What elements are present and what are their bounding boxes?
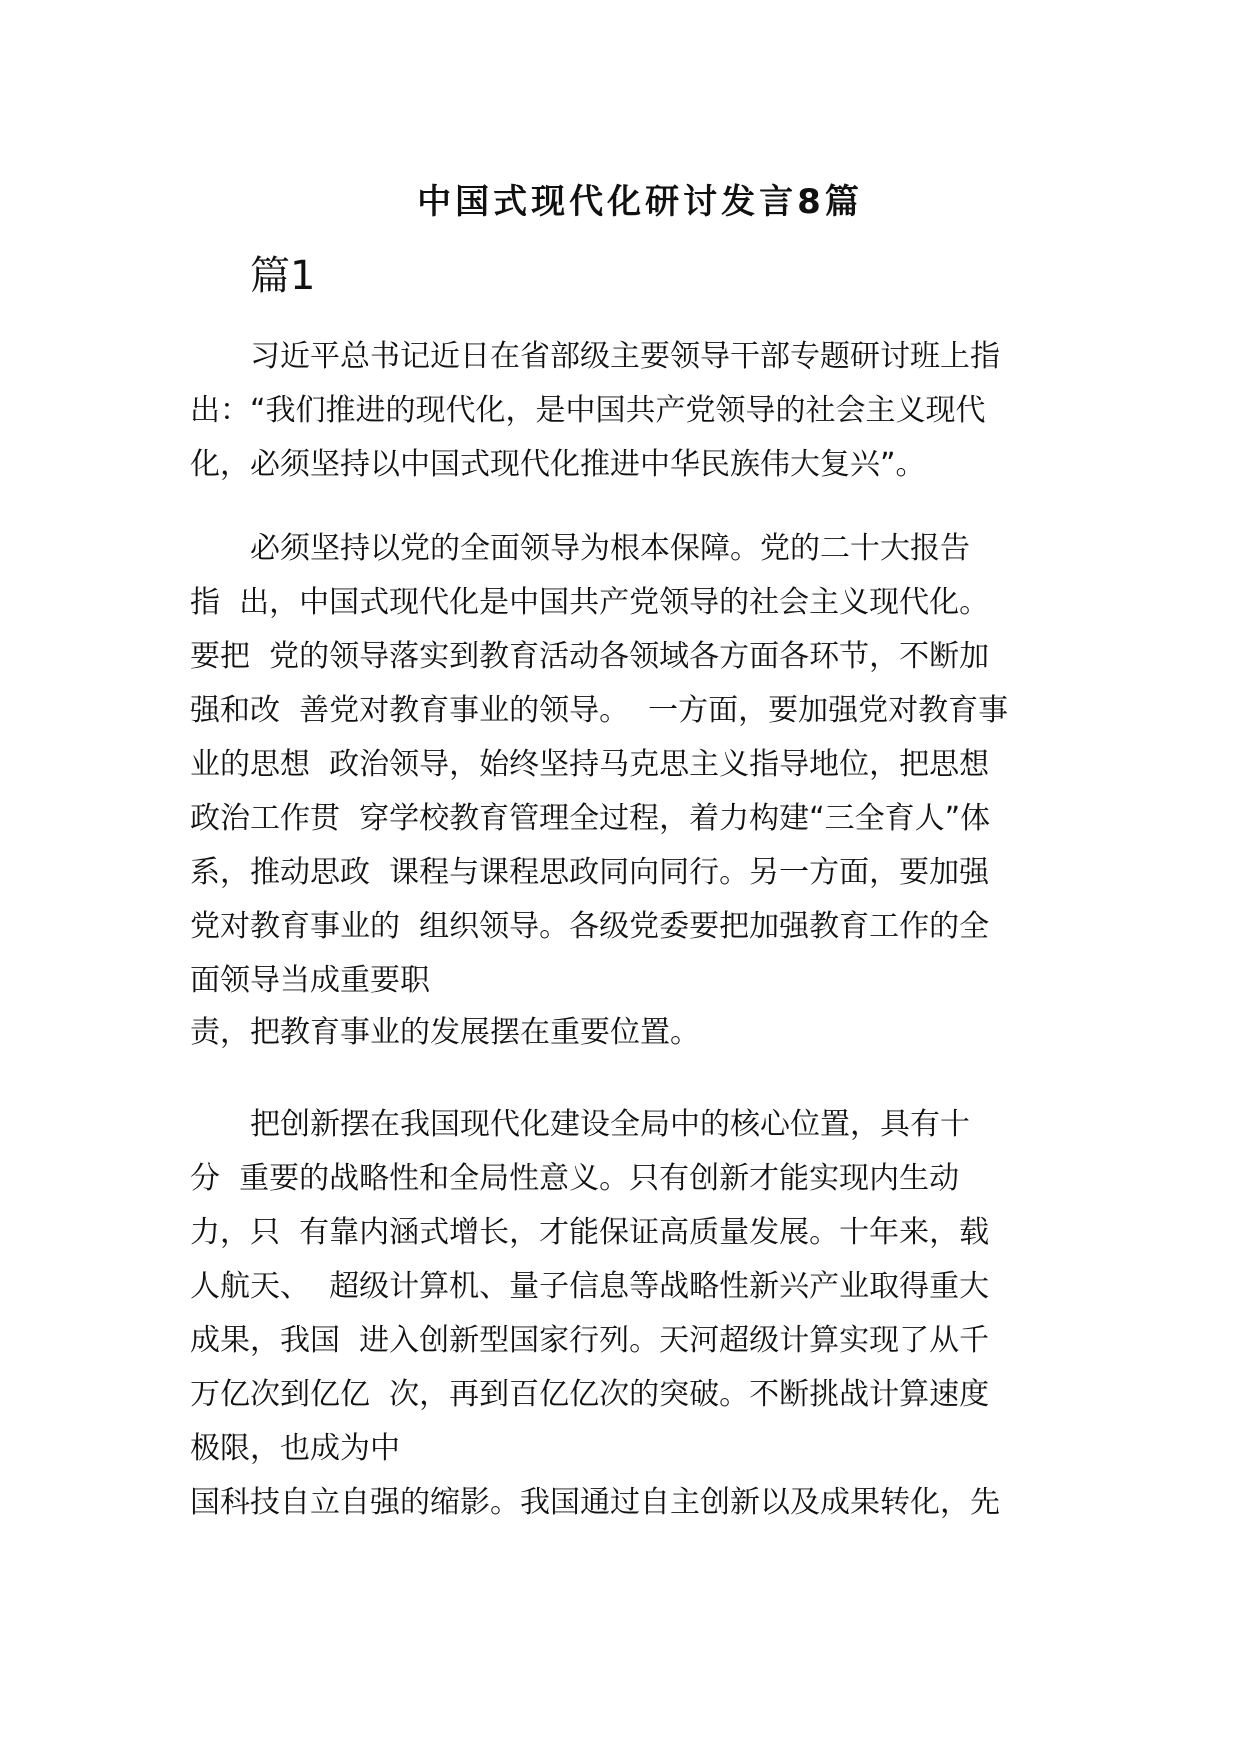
paragraph-line: 党对教育事业的 组织领导。各级党委要把加强教育工作的全	[190, 909, 990, 944]
paragraph-line: 政治工作贯 穿学校教育管理全过程，着力构建“三全育人”体	[190, 801, 991, 836]
paragraph-line: 指 出，中国式现代化是中国共产党领导的社会主义现代化。	[190, 585, 990, 620]
paragraph-line: 人航天、 超级计算机、量子信息等战略性新兴产业取得重大	[190, 1269, 990, 1304]
paragraph-line: 习近平总书记近日在省部级主要领导干部专题研讨班上指	[250, 339, 1000, 374]
paragraph-line: 成果，我国 进入创新型国家行列。天河超级计算实现了从千	[190, 1323, 990, 1358]
paragraph-line: 出：“我们推进的现代化，是中国共产党领导的社会主义现代	[190, 393, 986, 428]
paragraph-line: 面领导当成重要职	[190, 963, 430, 998]
paragraph-line: 分 重要的战略性和全局性意义。只有创新才能实现内生动	[190, 1161, 960, 1196]
paragraph-line: 责，把教育事业的发展摆在重要位置。	[190, 1015, 700, 1050]
paragraph-line: 业的思想 政治领导，始终坚持马克思主义指导地位，把思想	[190, 747, 990, 782]
paragraph-line: 化，必须坚持以中国式现代化推进中华民族伟大复兴”。	[190, 447, 926, 482]
document-title: 中国式现代化研讨发言8篇	[417, 182, 863, 222]
paragraph-line: 力，只 有靠内涵式增长，才能保证高质量发展。十年来，载	[190, 1215, 990, 1250]
paragraph-line: 要把 党的领导落实到教育活动各领域各方面各环节，不断加	[190, 639, 990, 674]
paragraph-line: 极限，也成为中	[190, 1431, 400, 1466]
paragraph-line: 必须坚持以党的全面领导为根本保障。党的二十大报告	[250, 531, 970, 566]
paragraph-line: 把创新摆在我国现代化建设全局中的核心位置，具有十	[250, 1107, 970, 1142]
paragraph-line: 强和改 善党对教育事业的领导。 一方面，要加强党对教育事	[190, 693, 1009, 728]
paragraph-line: 系，推动思政 课程与课程思政同向同行。另一方面，要加强	[190, 855, 990, 890]
chapter-heading: 篇1	[250, 253, 316, 299]
paragraph-line: 国科技自立自强的缩影。我国通过自主创新以及成果转化，先	[190, 1485, 1000, 1520]
paragraph-line: 万亿次到亿亿 次，再到百亿亿次的突破。不断挑战计算速度	[190, 1377, 990, 1412]
